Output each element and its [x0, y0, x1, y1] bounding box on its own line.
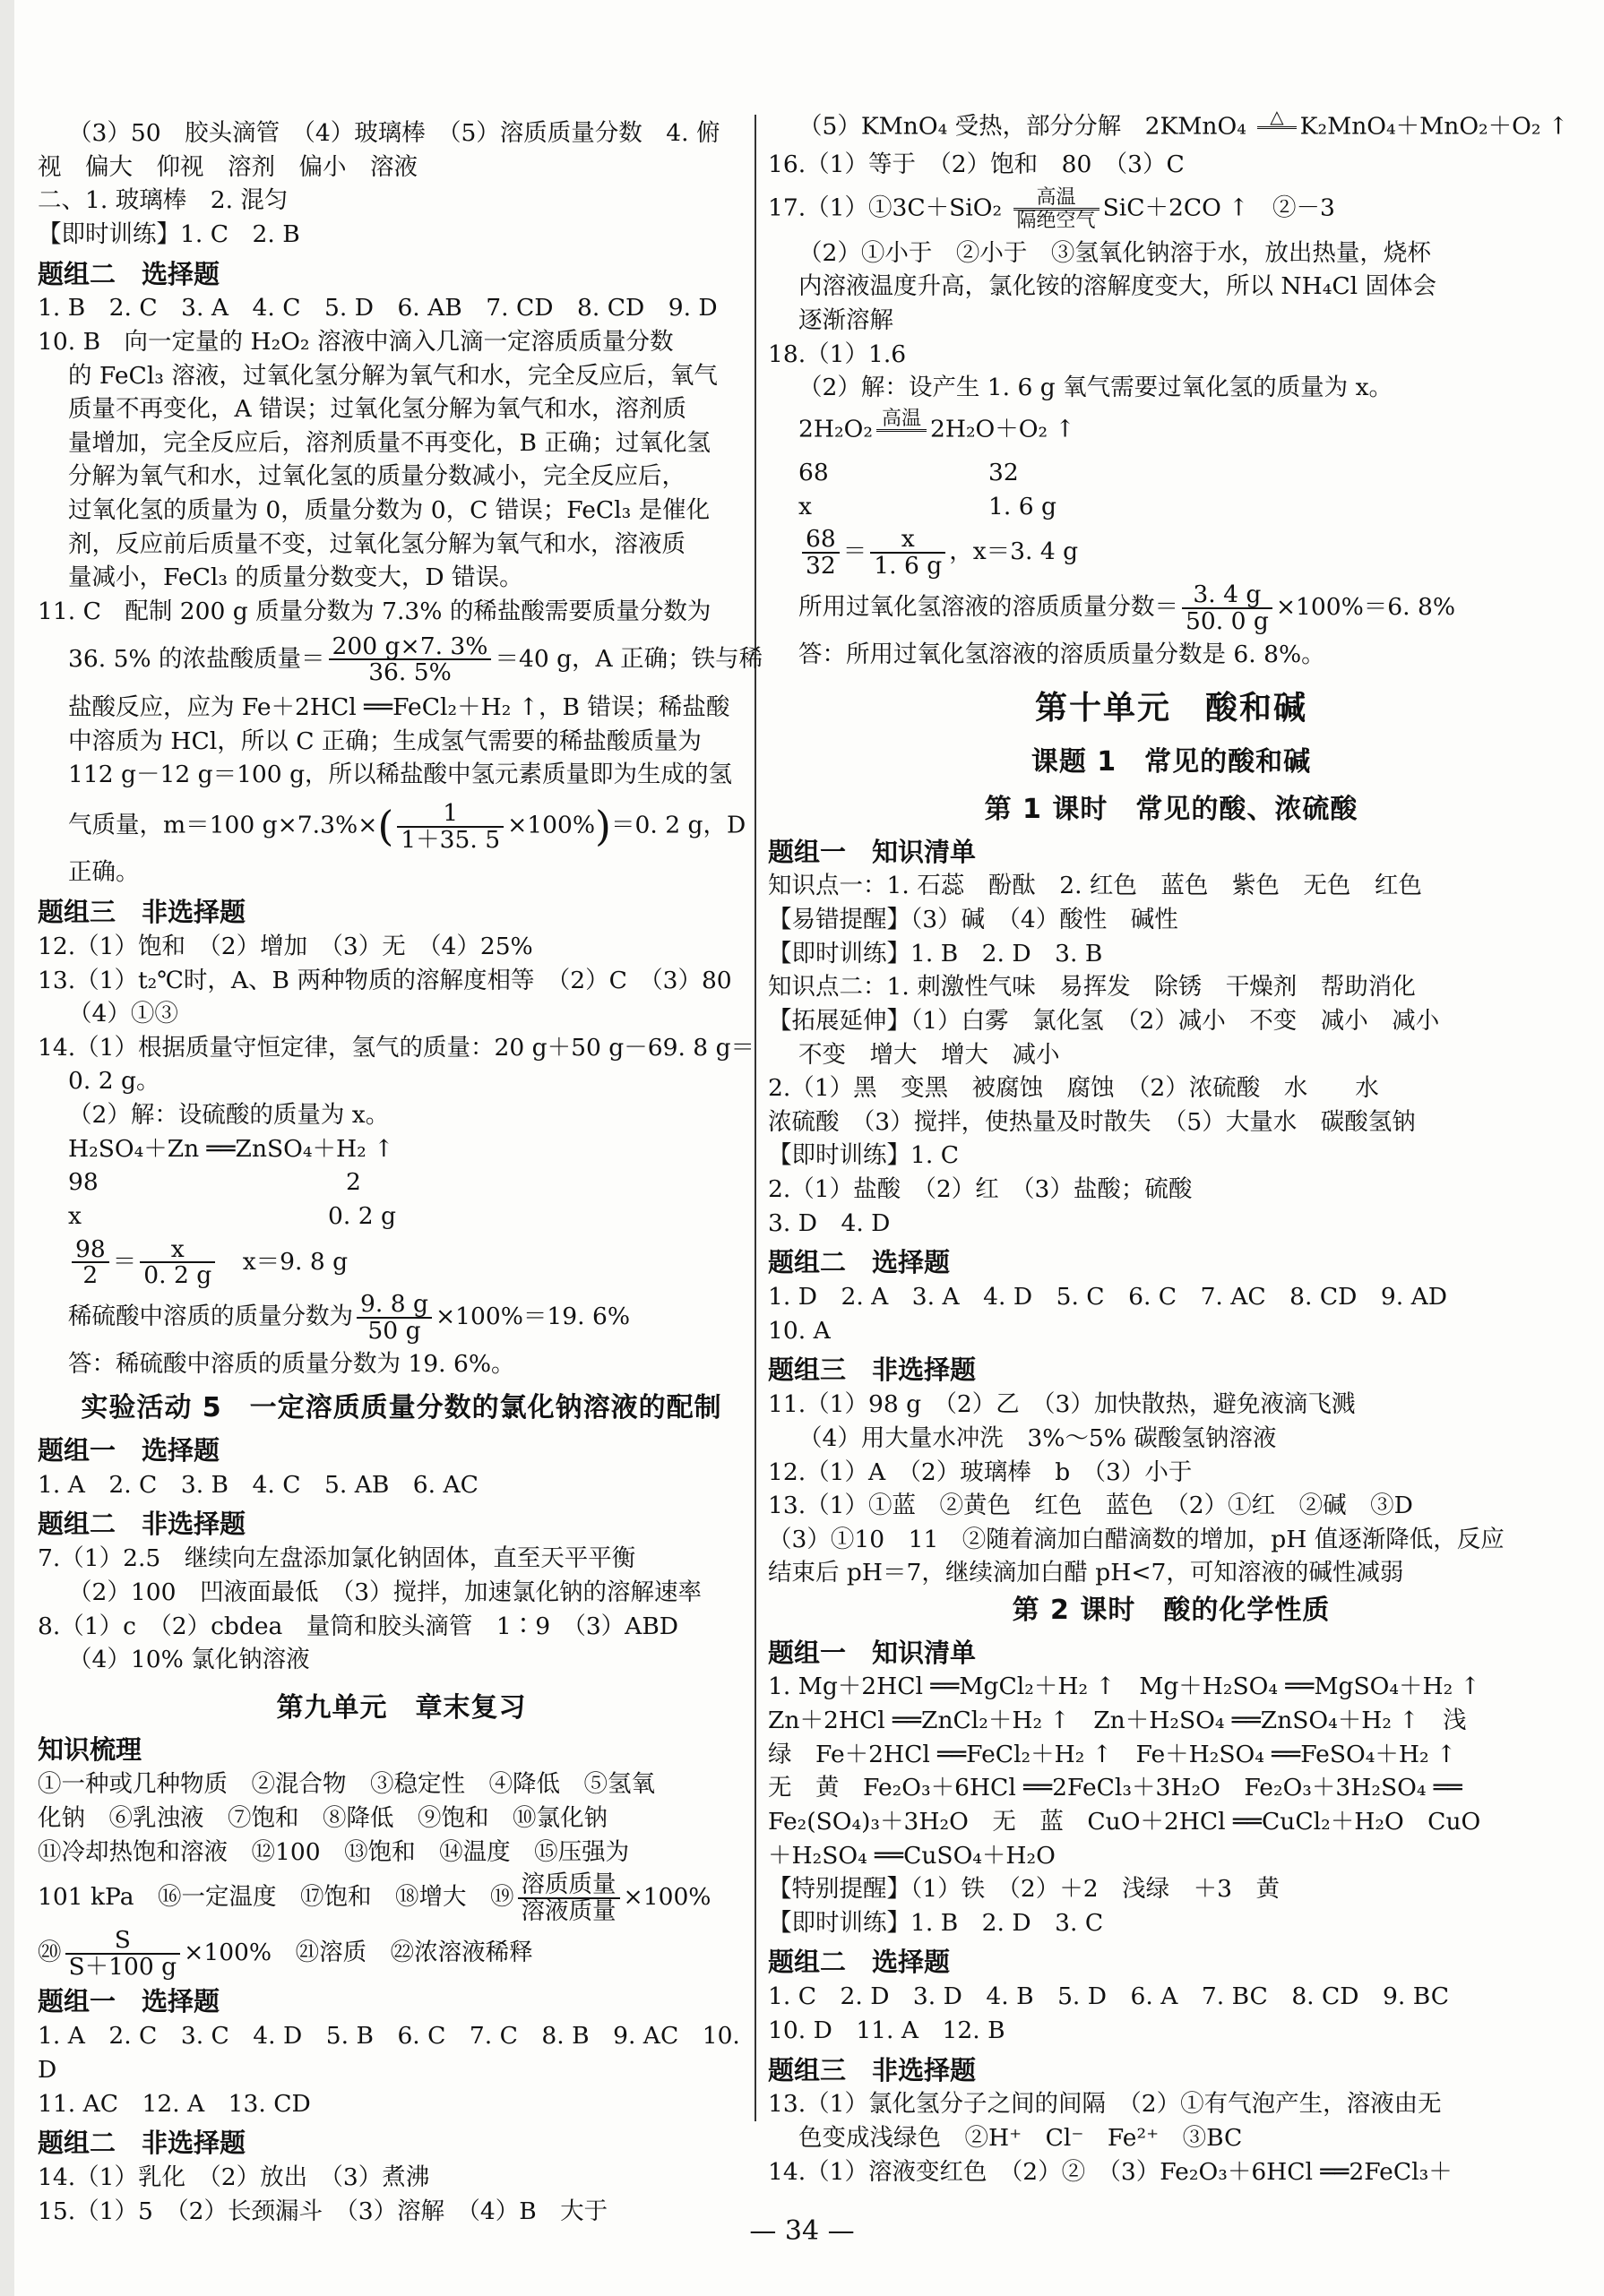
- answer-line: 剂，反应前后质量不变，过氧化氢分解为氧气和水，溶液质: [68, 529, 686, 558]
- text: K₂MnO₄＋MnO₂＋O₂ ↑: [1299, 112, 1569, 141]
- answer-line: 112 g－12 g＝100 g，所以稀盐酸中氢元素质量即为生成的氢: [68, 761, 733, 789]
- fraction: [140, 1234, 215, 1290]
- numerator: 9. 8 g: [357, 1292, 432, 1319]
- text: ×100%: [507, 811, 596, 839]
- paren-close: ): [595, 802, 611, 851]
- answer-line: 14.（1）乳化 （2）放出 （3）煮沸: [38, 2163, 430, 2192]
- text: 101 kPa ⑯一定温度 ⑰饱和 ⑱增大 ⑲: [38, 1882, 514, 1911]
- text: （5）KMnO₄ 受热，部分分解 2KMnO₄: [798, 112, 1255, 141]
- section-heading: 题组一 选择题: [38, 1986, 220, 2017]
- section-heading: 题组三 非选择题: [768, 2054, 977, 2085]
- numerator: 200 g×7. 3%: [329, 634, 492, 661]
- text-line: 【即时训练】1. B 2. D 3. C: [768, 1908, 1104, 1937]
- answer-line: 过氧化氢的质量为 0，质量分数为 0，C 错误；FeCl₃ 是催化: [68, 496, 711, 525]
- section-heading: 题组二 选择题: [768, 1947, 951, 1978]
- equation: H₂SO₄＋Zn ══ZnSO₄＋H₂ ↑: [68, 1134, 394, 1163]
- answer-line: 11. C 配制 200 g 质量分数为 7.3% 的稀盐酸需要质量分数为: [38, 597, 711, 625]
- arrow-bottom: [1257, 129, 1296, 148]
- numerator: x: [140, 1237, 215, 1264]
- fraction: [397, 798, 504, 854]
- topic-title: 课题 1 常见的酸和碱: [1031, 746, 1312, 778]
- text-line: 浓硫酸 （3）搅拌，使热量及时散失 （5）大量水 碳酸氢钠: [768, 1107, 1416, 1136]
- text-line: ⑪冷却热饱和溶液 ⑫100 ⑬饱和 ⑭温度 ⑮压强为: [38, 1837, 630, 1866]
- reaction-arrow: [1013, 187, 1100, 231]
- numerator: 68: [802, 527, 840, 554]
- numerator: 3. 4 g: [1182, 582, 1272, 609]
- answer-line: 16.（1）等于 （2）饱和 80 （3）C: [768, 150, 1185, 178]
- value: 1. 6 g: [988, 492, 1056, 520]
- fraction: [518, 1872, 620, 1924]
- answer-line: 18.（1）1.6: [768, 340, 907, 368]
- answer-line: 14.（1）溶液变红色 （2）② （3）Fe₂O₃＋6HCl ══2FeCl₃＋: [768, 2157, 1453, 2186]
- proportion-line: $\frac{68}{32}$ ＝ $\frac{x}{1. 6 g}$ ，x＝3. 4 g: [768, 527, 1574, 579]
- fraction: [357, 1292, 432, 1344]
- text: 稀硫酸中溶质的质量分数为: [68, 1302, 353, 1330]
- answer-line: 7.（1）2.5 继续向左盘添加氯化钠固体，直至天平平衡: [38, 1544, 636, 1573]
- reaction-arrow: [1257, 107, 1296, 148]
- answer-line: 答：所用过氧化氢溶液的溶质质量分数是 6. 8%。: [798, 640, 1325, 668]
- answer-line: 逐渐溶解: [798, 306, 893, 335]
- answer-line: 8.（1）c （2）cbdea 量筒和胶头滴管 1∶9 （3）ABD: [38, 1612, 679, 1640]
- arrow-bottom: [876, 432, 927, 452]
- numerator: 1: [397, 801, 504, 828]
- answer-line: （2）100 凹液面最低 （3）搅拌，加速氯化钠的溶解速率: [68, 1578, 703, 1606]
- answer-line: 质量不再变化，A 错误；过氧化氢分解为氧气和水，溶剂质: [68, 395, 687, 424]
- answer-line: 1. C 2. D 3. D 4. B 5. D 6. A 7. BC 8. CD 9. BC: [768, 1982, 1449, 2011]
- formula-line: [38, 1872, 765, 1924]
- fraction: [329, 634, 492, 686]
- text: ×100% ㉑溶质 ㉒浓溶液稀释: [184, 1938, 533, 1966]
- text: ×100%: [623, 1882, 711, 1911]
- section-heading: 题组二 选择题: [38, 258, 220, 289]
- text: ，x＝3. 4 g: [949, 537, 1079, 566]
- text-line: Fe₂(SO₄)₃＋3H₂O 无 蓝 CuO＋2HCl ══CuCl₂＋H₂O CuO: [768, 1807, 1481, 1836]
- formula-line: [38, 797, 765, 890]
- answer-line: 1. A 2. C 3. B 4. C 5. AB 6. AC: [38, 1470, 479, 1499]
- value: 68: [798, 459, 829, 487]
- proportion-line: $\frac{98}{2}$ ＝ $\frac{x}{0. 2 g}$ x＝9. 8 g: [38, 1237, 765, 1289]
- denominator: 32: [806, 552, 836, 580]
- equation-line: [768, 107, 1574, 148]
- text-line: 绿 Fe＋2HCl ══FeCl₂＋H₂ ↑ Fe＋H₂SO₄ ══FeSO₄＋H₂ ↑: [768, 1740, 1457, 1768]
- text-line: 1. Mg＋2HCl ══MgCl₂＋H₂ ↑ Mg＋H₂SO₄ ══MgSO₄＋H₂ ↑: [768, 1673, 1480, 1701]
- answer-line: 1. B 2. C 3. A 4. C 5. D 6. AB 7. CD 8. CD 9. D: [38, 294, 718, 322]
- left-column: [38, 116, 765, 2228]
- numerator: 溶质质量: [518, 1872, 620, 1899]
- value: 2: [346, 1168, 361, 1197]
- text: SiC＋2CO ↑ ②－3: [1102, 193, 1335, 222]
- text-line: 【特别提醒】（1）铁 （2）＋2 浅绿 ＋3 黄: [768, 1875, 1280, 1904]
- answer-line: 的 FeCl₃ 溶液，过氧化氢分解为氧气和水，完全反应后，氧气: [68, 361, 718, 390]
- answer-line: （3）①10 11 ②随着滴加白醋滴数的增加，pH 值逐渐降低，反应: [768, 1525, 1505, 1553]
- condition-top: 高温: [1013, 187, 1100, 211]
- value: x: [68, 1201, 82, 1230]
- section-heading: 题组三 非选择题: [768, 1354, 977, 1386]
- text-line: Zn＋2HCl ══ZnCl₂＋H₂ ↑ Zn＋H₂SO₄ ══ZnSO₄＋H₂ ↑ 浅: [768, 1707, 1467, 1735]
- condition-bottom: 隔绝空气: [1016, 209, 1096, 232]
- text-line: 不变 增大 增大 减小: [798, 1040, 1060, 1069]
- fraction: [65, 1925, 181, 1981]
- answer-line: 0. 2 g。: [68, 1067, 160, 1096]
- text-line: 【即时训练】1. C: [768, 1141, 959, 1170]
- text: 17.（1）①3C＋SiO₂: [768, 193, 1010, 222]
- text: x＝9. 8 g: [242, 1247, 349, 1276]
- answer-line: 13.（1）①蓝 ②黄色 红色 蓝色 （2）①红 ②碱 ③D: [768, 1492, 1413, 1520]
- answer-line: 14.（1）根据质量守恒定律，氢气的质量：20 g＋50 g－69. 8 g＝: [38, 1033, 755, 1062]
- denominator: 溶液质量: [521, 1896, 617, 1925]
- text-line: 二、1. 玻璃棒 2. 混匀: [38, 186, 289, 215]
- text: 36. 5% 的浓盐酸质量＝: [68, 644, 325, 673]
- answer-line: 12.（1）饱和 （2）增加 （3）无 （4）25%: [38, 932, 533, 960]
- text-line: ＋H₂SO₄ ══CuSO₄＋H₂O: [768, 1841, 1056, 1870]
- text: 2H₂O＋O₂ ↑: [929, 415, 1075, 443]
- denominator: 1＋35. 5: [401, 825, 501, 854]
- fraction: [1182, 582, 1272, 634]
- paren-open: (: [377, 802, 394, 851]
- fraction: [870, 527, 945, 579]
- answer-line: （2）①小于 ②小于 ③氢氧化钠溶于水，放出热量，烧杯: [798, 238, 1431, 267]
- condition: 高温: [876, 408, 927, 432]
- denominator: 36. 5%: [368, 658, 452, 687]
- denominator: 1. 6 g: [874, 552, 943, 580]
- section-heading: 题组二 非选择题: [38, 2128, 246, 2159]
- section-heading: 题组二 选择题: [768, 1247, 951, 1278]
- numerator: 98: [72, 1237, 109, 1264]
- answer-line: 10. A: [768, 1316, 831, 1345]
- text-line: 【即时训练】1. C 2. B: [38, 219, 300, 248]
- text-line: 【即时训练】1. B 2. D 3. B: [768, 939, 1103, 967]
- answer-line: （2）解：设产生 1. 6 g 氧气需要过氧化氢的质量为 x。: [798, 374, 1393, 402]
- answer-line: 12.（1）A （2）玻璃棒 b （3）小于: [768, 1458, 1193, 1486]
- text: 气质量，m＝100 g×7.3%×: [68, 811, 378, 839]
- condition: △: [1257, 107, 1296, 129]
- text-line: 视 偏大 仰视 溶剂 偏小 溶液: [38, 152, 418, 181]
- text-line: 2.（1）黑 变黑 被腐蚀 腐蚀 （2）浓硫酸 水 水: [768, 1074, 1379, 1103]
- denominator: 50. 0 g: [1186, 606, 1269, 635]
- value: x: [798, 492, 812, 520]
- answer-line: 结束后 pH＝7，继续滴加白醋 pH<7，可知溶液的碱性减弱: [768, 1559, 1404, 1587]
- text-line: 【易错提醒】（3）碱 （4）酸性 碱性: [768, 906, 1178, 934]
- section-heading: 题组一 知识清单: [768, 836, 977, 867]
- section-heading: 题组一 选择题: [38, 1435, 220, 1466]
- numerator: S: [65, 1928, 181, 1955]
- answer-line: 11. AC 12. A 13. CD: [38, 2089, 311, 2118]
- denominator: 2: [82, 1261, 99, 1290]
- text: ＝40 g，A 正确；铁与稀: [495, 644, 763, 673]
- denominator: 0. 2 g: [143, 1261, 212, 1290]
- answer-line: 13.（1）t₂℃时，A、B 两种物质的溶解度相等 （2）C （3）80: [38, 966, 732, 994]
- answer-line: 答：稀硫酸中溶质的质量分数为 19. 6%。: [68, 1349, 515, 1378]
- section-heading: 题组一 知识清单: [768, 1637, 977, 1668]
- text-line: 知识点二：1. 刺激性气味 易挥发 除锈 干燥剂 帮助消化: [768, 973, 1416, 1002]
- value: 0. 2 g: [328, 1201, 396, 1230]
- text-line: 无 黄 Fe₂O₃＋6HCl ══2FeCl₃＋3H₂O Fe₂O₃＋3H₂SO₄ ══: [768, 1774, 1462, 1802]
- molar-mass-row: [38, 1165, 765, 1200]
- text: ×100%＝6. 8%: [1275, 592, 1456, 621]
- text: 所用过氧化氢溶液的溶质质量分数＝: [798, 592, 1178, 621]
- section-heading: 题组三 非选择题: [38, 897, 246, 928]
- answer-line: 中溶质为 HCl，所以 C 正确；生成氢气需要的稀盐酸质量为: [68, 727, 702, 755]
- answer-line: 10. D 11. A 12. B: [768, 2016, 1005, 2044]
- answer-line: 色变成浅绿色 ②H⁺ Cl⁻ Fe²⁺ ③BC: [798, 2124, 1243, 2153]
- equation-line: [768, 187, 1574, 231]
- denominator: 50 g: [367, 1316, 421, 1345]
- formula-line: [38, 1292, 765, 1344]
- answer-line: 量增加，完全反应后，溶剂质量不再变化，B 正确；过氧化氢: [68, 428, 711, 457]
- answer-line: 盐酸反应，应为 Fe＋2HCl ══FeCl₂＋H₂ ↑，B 错误；稀盐酸: [68, 693, 730, 722]
- answer-line: （4）用大量水冲洗 3%～5% 碳酸氢钠溶液: [798, 1423, 1277, 1452]
- answer-line: 1. D 2. A 3. A 4. D 5. C 6. C 7. AC 8. CD 9. AD: [768, 1283, 1448, 1311]
- text-line: 知识点一：1. 石蕊 酚酞 2. 红色 蓝色 紫色 无色 红色: [768, 872, 1422, 900]
- text: ＝0. 2 g，D 正确。: [68, 811, 746, 887]
- answer-line: 分解为氧气和水，过氧化氢的质量分数减小，完全反应后，: [68, 462, 686, 491]
- text: ⑳: [38, 1938, 62, 1966]
- denominator: S＋100 g: [68, 1952, 177, 1981]
- text: 2H₂O₂: [798, 415, 873, 443]
- text-line: 2.（1）盐酸 （2）红 （3）盐酸；硫酸: [768, 1175, 1193, 1204]
- formula-line: [38, 634, 765, 686]
- lesson-title: 第 2 课时 酸的化学性质: [1012, 1595, 1331, 1626]
- formula-line: [38, 1925, 765, 1981]
- chapter-title: 第九单元 章末复习: [276, 1691, 527, 1724]
- equation-line: [768, 408, 1574, 452]
- right-column: [768, 107, 1574, 2189]
- section-heading: 知识梳理: [38, 1734, 142, 1766]
- answer-line: 10. B 向一定量的 H₂O₂ 溶液中滴入几滴一定溶质质量分数: [38, 327, 674, 356]
- answer-line: 内溶液温度升高，氯化铵的溶解度变大，所以 NH₄Cl 固体会: [798, 272, 1437, 301]
- formula-line: [768, 582, 1574, 634]
- reaction-arrow: [876, 408, 927, 452]
- section-heading: 题组二 非选择题: [38, 1509, 246, 1540]
- text: ×100%＝19. 6%: [435, 1302, 631, 1330]
- unknown-row: [768, 490, 1574, 524]
- text-line: 3. D 4. D: [768, 1208, 891, 1237]
- answer-line: 11.（1）98 g （2）乙 （3）加快散热，避免液滴飞溅: [768, 1390, 1356, 1419]
- activity-title: 实验活动 5 一定溶质质量分数的氯化钠溶液的配制: [81, 1392, 722, 1424]
- molar-mass-row: [768, 456, 1574, 490]
- answer-line: （4）①③: [68, 1000, 178, 1028]
- text-line: ①一种或几种物质 ②混合物 ③稳定性 ④降低 ⑤氢氧: [38, 1770, 655, 1799]
- fraction: [802, 527, 840, 579]
- unknown-row: [38, 1200, 765, 1234]
- text-line: 【拓展延伸】（1）白雾 氯化氢 （2）减小 不变 减小 减小: [768, 1006, 1440, 1035]
- answer-line: 量减小，FeCl₃ 的质量分数变大，D 错误。: [68, 563, 523, 592]
- answer-line: （2）解：设硫酸的质量为 x。: [68, 1101, 390, 1130]
- answer-line: （4）10% 氯化钠溶液: [68, 1646, 310, 1674]
- numerator: x: [870, 527, 945, 554]
- answer-line: 1. A 2. C 3. C 4. D 5. B 6. C 7. C 8. B 9. AC 10. D: [38, 2022, 740, 2084]
- text-line: （3）50 胶头滴管 （4）玻璃棒 （5）溶质质量分数 4. 俯: [68, 119, 720, 147]
- unit-title: 第十单元 酸和碱: [1034, 690, 1307, 727]
- page-edge-shadow: [0, 0, 14, 2296]
- page-number: — 34 —: [749, 2215, 855, 2247]
- lesson-title: 第 1 课时 常见的酸、浓硫酸: [984, 793, 1358, 825]
- fraction: [72, 1234, 109, 1290]
- value: 32: [988, 459, 1019, 487]
- value: 98: [68, 1168, 99, 1197]
- answer-line: 15.（1）5 （2）长颈漏斗 （3）溶解 （4）B 大于: [38, 2197, 608, 2225]
- answer-line: 13.（1）氯化氢分子之间的间隔 （2）①有气泡产生，溶液由无: [768, 2090, 1442, 2119]
- text-line: 化钠 ⑥乳浊液 ⑦饱和 ⑧降低 ⑨饱和 ⑩氯化钠: [38, 1803, 608, 1832]
